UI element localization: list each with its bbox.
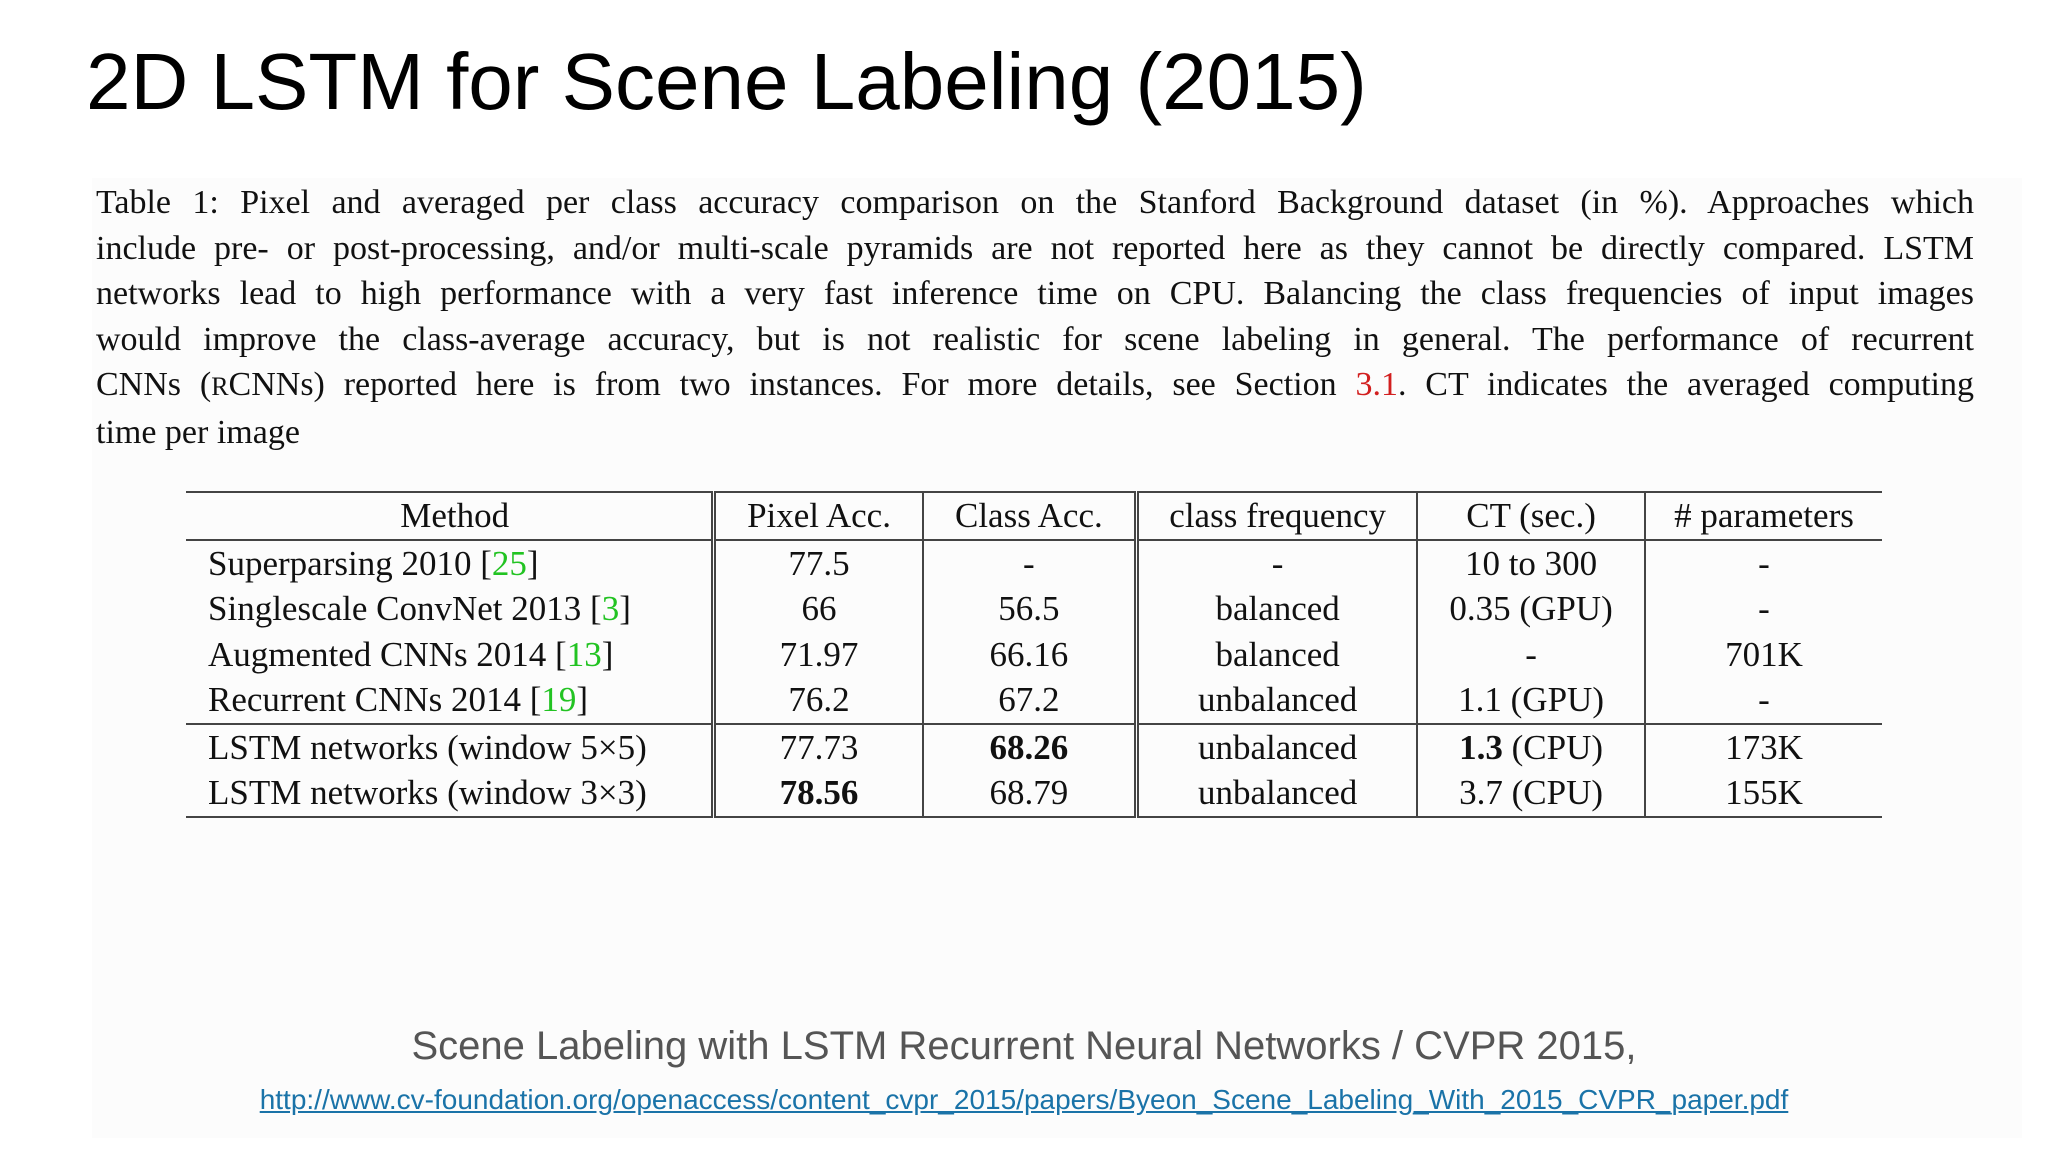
class-frequency-cell: unbalanced [1137,677,1418,724]
pixel-acc-cell: 66 [714,586,923,632]
header-parameters: # parameters [1645,492,1882,540]
ct-cell: 10 to 300 [1417,540,1645,587]
ct-cell [1417,724,1645,771]
section-reference: 3.1 [1355,366,1398,403]
class-frequency-cell: unbalanced [1137,770,1418,817]
caption-line-4: would improve the class-average accuracy, but is not realistic for scene labeling in general. The performance of recurrent [96,320,1974,358]
header-ct: CT (sec.) [1417,492,1645,540]
method-bracket: ] [576,680,589,719]
header-class-acc: Class Acc. [923,492,1137,540]
parameters-cell: - [1758,680,1770,719]
header-method: Method [186,492,714,540]
table-row [186,540,1882,587]
header-pixel-acc: Pixel Acc. [714,492,923,540]
caption-smallcaps-r: R [211,372,229,401]
class-acc-cell: - [923,540,1137,587]
class-acc-cell: 67.2 [923,677,1137,724]
method-cell [186,632,714,678]
pixel-acc-cell: 76.2 [714,677,923,724]
caption-line-2: include pre- or post-processing, and/or multi-scale pyramids are not reported here as they cannot be directly compared. LSTM [96,229,1974,267]
method-name: Singlescale ConvNet 2013 [ [208,589,602,628]
method-name: Augmented CNNs 2014 [ [208,634,567,674]
results-table [186,491,1882,818]
method-name: Superparsing 2010 [ [208,543,492,583]
paper-citation: Scene Labeling with LSTM Recurrent Neural Networks / CVPR 2015, [411,1024,1637,1068]
class-frequency-cell: unbalanced [1137,724,1418,771]
pixel-acc-cell: 77.5 [714,540,923,587]
method-cell: LSTM networks (window 5×5) [186,724,714,771]
caption-line-1: Table 1: Pixel and averaged per class accuracy comparison on the Stanford Background dataset (in %). Approaches which [96,184,1974,221]
class-acc-cell: 68.79 [923,770,1137,817]
paper-link-container [0,1083,2048,1117]
parameters-cell: 155K [1645,770,1882,817]
method-bracket: ] [619,589,631,628]
ct-cell: - [1417,632,1645,678]
ct-cell: 3.7 (CPU) [1417,770,1645,817]
class-frequency-cell: - [1137,540,1418,587]
method-cell [186,586,714,632]
parameters-cell: 173K [1645,724,1882,771]
slide-title: 2D LSTM for Scene Labeling (2015) [86,37,1367,126]
pixel-acc-cell: 78.56 [714,770,923,817]
caption-line-5-middle: CNNs) reported here is from two instances. For more details, see Section [228,366,1356,403]
class-acc-cell: 66.16 [923,632,1137,678]
class-frequency-cell: balanced [1137,586,1418,632]
method-cell [186,540,714,587]
method-bracket: ] [601,634,614,674]
table-row [186,724,1882,771]
caption-line-5-end: . CT indicates the averaged computing [1397,366,1974,403]
paper-link[interactable]: http://www.cv-foundation.org/openaccess/content_cvpr_2015/papers/Byeon_Scene_Labeling_With_2015_CVPR_paper.pdf [259,1084,1789,1115]
parameters-cell: - [1758,589,1770,628]
table-caption [96,180,1974,455]
table-header-row [186,492,1882,540]
citation-ref: 13 [566,634,602,674]
citation-ref: 19 [541,680,577,719]
class-acc-cell: 56.5 [923,586,1137,632]
class-frequency-cell: balanced [1137,632,1418,678]
method-cell [186,677,714,724]
citation-ref: 25 [491,543,527,583]
caption-line-5-start: CNNs ( [96,366,212,403]
table-row [186,586,1882,632]
table-row [186,632,1882,678]
method-name: Recurrent CNNs 2014 [ [208,680,542,719]
class-acc-cell: 68.26 [923,724,1137,771]
table-row [186,770,1882,817]
method-bracket: ] [526,543,539,583]
pixel-acc-cell: 77.73 [714,724,923,771]
caption-line-5 [96,362,1974,410]
method-cell: LSTM networks (window 3×3) [186,770,714,817]
header-class-frequency: class frequency [1137,492,1418,540]
ct-cell: 1.1 (GPU) [1417,677,1645,724]
parameters-cell: - [1758,543,1770,583]
ct-bold-value: 1.3 [1459,727,1503,767]
pixel-acc-cell: 71.97 [714,632,923,678]
ct-cell: 0.35 (GPU) [1417,586,1645,632]
ct-unit: (CPU) [1502,727,1604,767]
parameters-cell: 701K [1725,634,1803,674]
caption-line-6: time per image [96,413,300,451]
table-row [186,677,1882,724]
citation-ref: 3 [601,589,620,628]
caption-line-3: networks lead to high performance with a very fast inference time on CPU. Balancing the class frequencies of input images [96,275,1974,312]
